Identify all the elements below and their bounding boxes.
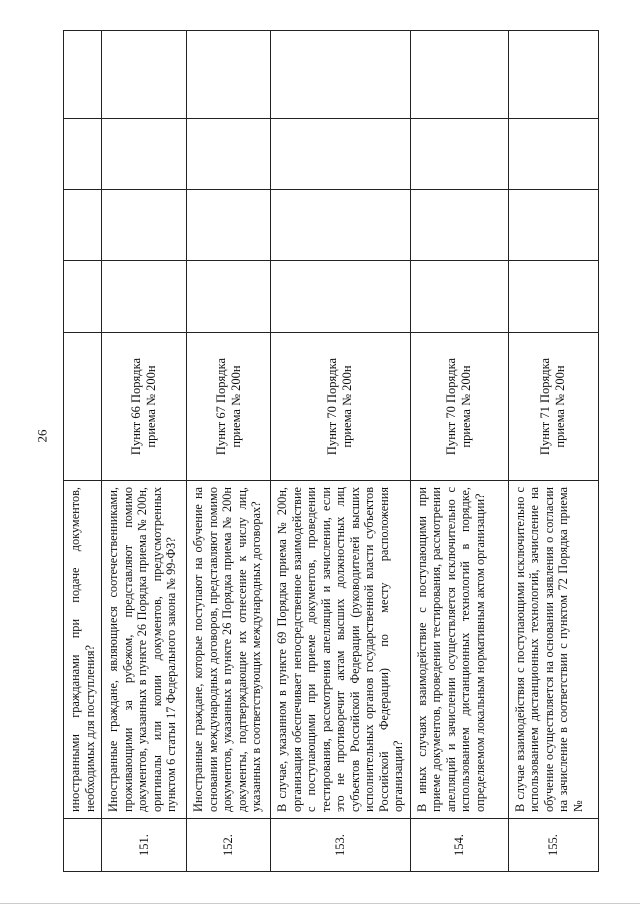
question-text: В иных случаях взаимодействие с поступающими при приеме документов, проведении тестирования, рассмотрении апелляций и зачислении осуществляется исключительно с использованием дистанционных технологий в порядке, определяемом локальным нормативным актом организации?: [410, 481, 508, 819]
table-row: [508, 31, 598, 872]
page-number: 26: [34, 429, 50, 443]
row-number: 151.: [102, 819, 187, 872]
answer-cell: [64, 31, 102, 119]
legal-reference: [64, 333, 102, 481]
question-text: иностранными гражданами при подаче документов, необходимых для поступления?: [64, 481, 102, 819]
answer-cell: [508, 190, 598, 261]
legal-reference: Пункт 70 Порядка приема № 200н: [410, 333, 508, 481]
row-number: [64, 819, 102, 872]
scan-edge-divider: [0, 903, 640, 904]
answer-cell: [508, 119, 598, 190]
answer-cell: [64, 119, 102, 190]
answer-cell: [410, 190, 508, 261]
row-number: 152.: [187, 819, 271, 872]
checklist-table-container: [63, 31, 586, 872]
answer-cell: [271, 119, 411, 190]
answer-cell: [508, 31, 598, 119]
table-row: [102, 31, 187, 872]
answer-cell: [102, 31, 187, 119]
question-text: Иностранные граждане, которые поступают на обучение на основании международных договоров, представляют помимо документов, указанных в пункте 26 Порядка приема № 200н документы, подтверждающие их отнесение к числу лиц, указанных в соответствующих международных договорах?: [187, 481, 271, 819]
answer-cell: [187, 190, 271, 261]
answer-cell: [271, 190, 411, 261]
answer-cell: [187, 31, 271, 119]
table-row: [271, 31, 411, 872]
row-number: 155.: [508, 819, 598, 872]
answer-cell: [102, 190, 187, 261]
answer-cell: [410, 261, 508, 333]
legal-reference: Пункт 71 Порядка приема № 200н: [508, 333, 598, 481]
question-text: В случае, указанном в пункте 69 Порядка приема № 200н, организация обеспечивает непосредственное взаимодействие с поступающими при приеме документов, проведении тестирования, рассмотрения апелляций и зачислении, если это не противоречит актам высших должностных лиц субъектов Российской Федерации (руководителей высших исполнительных органов государственной власти субъектов Российской Федерации) по месту расположения организации?: [271, 481, 411, 819]
checklist-table: [63, 30, 599, 872]
answer-cell: [187, 261, 271, 333]
answer-cell: [64, 190, 102, 261]
legal-reference: Пункт 67 Порядка приема № 200н: [187, 333, 271, 481]
answer-cell: [64, 261, 102, 333]
legal-reference: Пункт 66 Порядка приема № 200н: [102, 333, 187, 481]
answer-cell: [410, 119, 508, 190]
row-number: 154.: [410, 819, 508, 872]
legal-reference: Пункт 70 Порядка приема № 200н: [271, 333, 411, 481]
answer-cell: [410, 31, 508, 119]
question-text: В случае взаимодействия с поступающими исключительно с использованием дистанционных технологий, зачисление на обучение осуществляется на основании заявления о согласии на зачисление в соответствии с пунктом 72 Порядка приема №: [508, 481, 598, 819]
answer-cell: [508, 261, 598, 333]
answer-cell: [102, 261, 187, 333]
table-row: [187, 31, 271, 872]
table-row: [64, 31, 102, 872]
answer-cell: [271, 31, 411, 119]
answer-cell: [187, 119, 271, 190]
answer-cell: [271, 261, 411, 333]
row-number: 153.: [271, 819, 411, 872]
question-text: Иностранные граждане, являющиеся соотечественниками, проживающими за рубежом, представляют помимо документов, указанных в пункте 26 Порядка приема № 200н, оригиналы или копии документов, предусмотренных пунктом 6 статьи 17 Федерального закона № 99-ФЗ?: [102, 481, 187, 819]
table-row: [410, 31, 508, 872]
answer-cell: [102, 119, 187, 190]
